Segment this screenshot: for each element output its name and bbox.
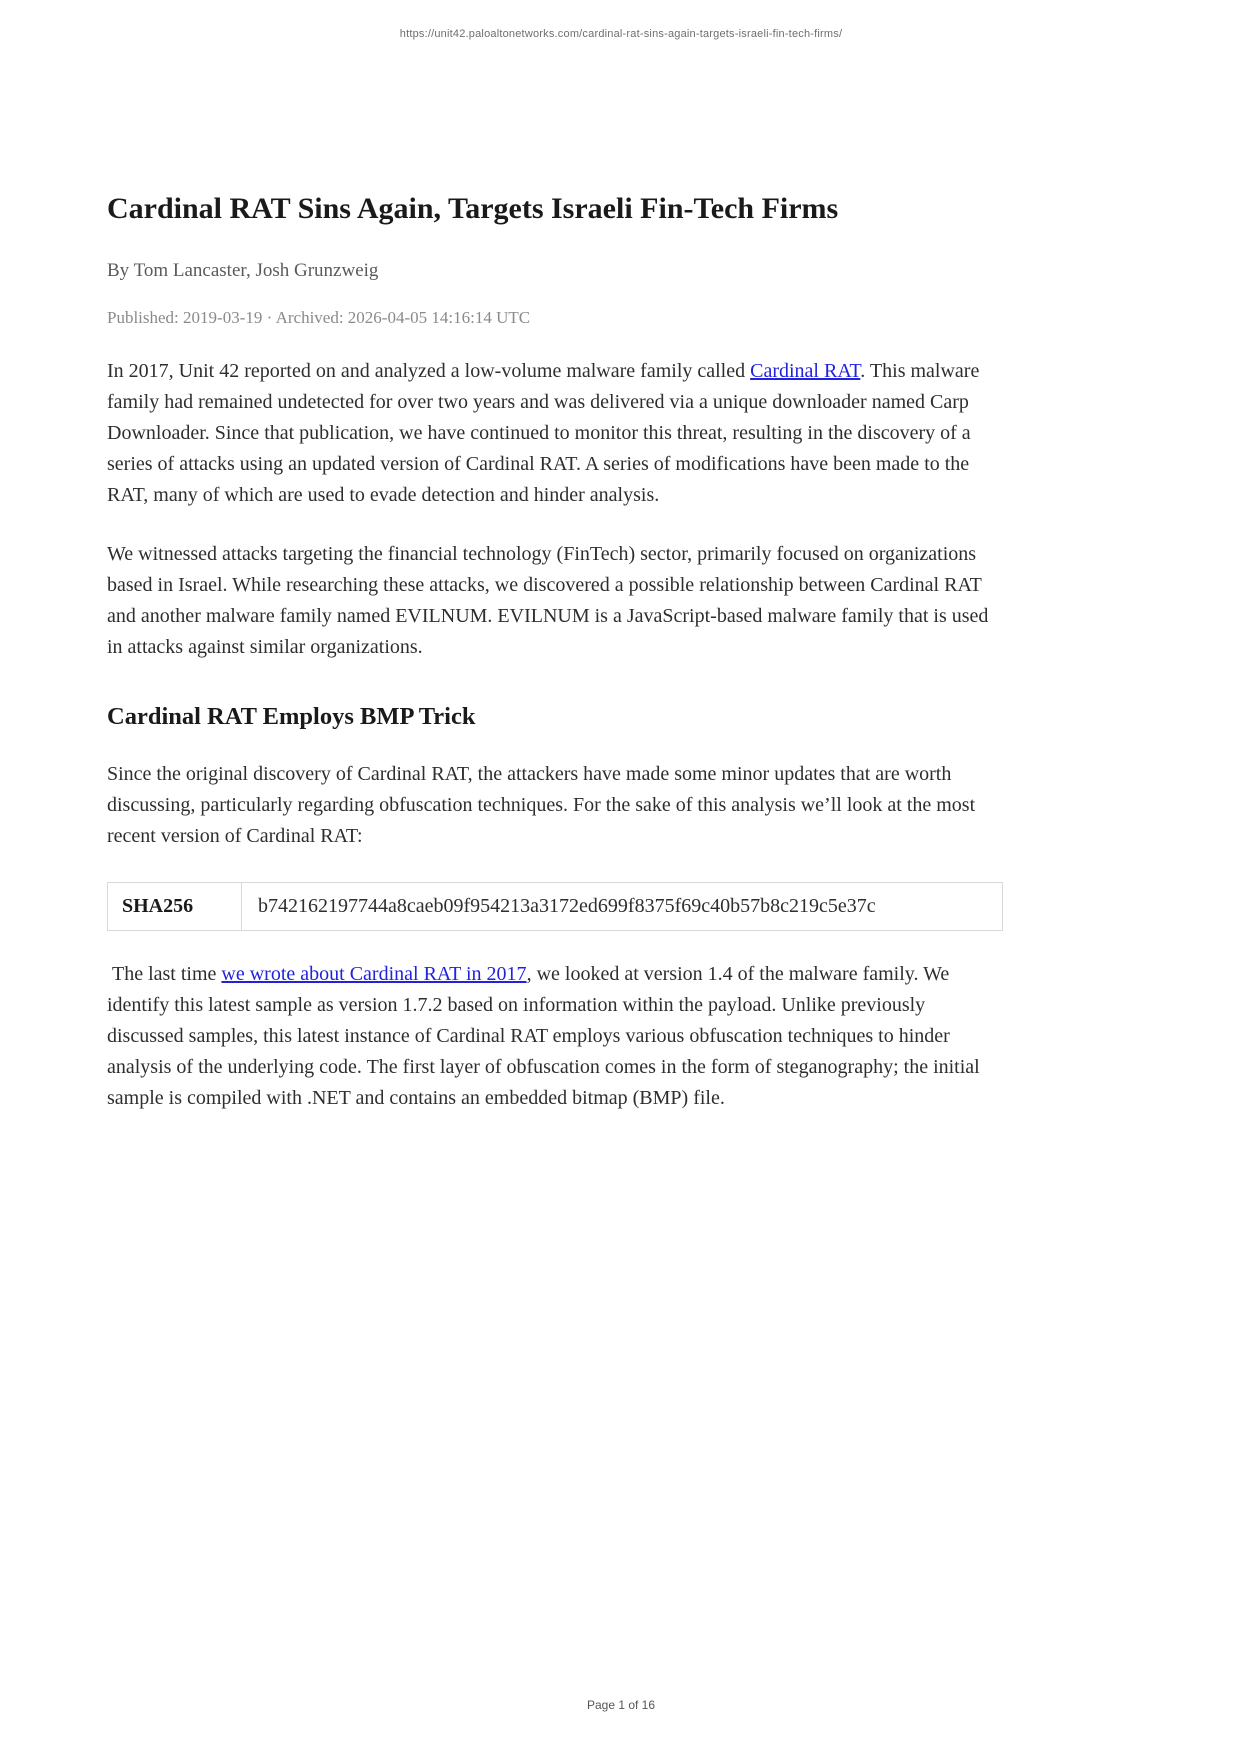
paragraph-text: The last time <box>107 963 222 985</box>
page-url-header: https://unit42.paloaltonetworks.com/cardinal-rat-sins-again-targets-israeli-fin-tech-firms/ <box>399 28 843 40</box>
hash-type-cell: SHA256 <box>108 883 242 931</box>
paragraph-fintech: We witnessed attacks targeting the financial technology (FinTech) sector, primarily focused on organizations based in Israel. While researching these attacks, we discovered a possible relationship between Cardinal RAT and another malware family named EVILNUM. EVILNUM is a JavaScript-based malware family that is used in attacks against similar organizations. <box>107 543 989 658</box>
sha256-hash-table <box>107 882 1003 931</box>
article-byline: By Tom Lancaster, Josh Grunzweig <box>107 260 379 281</box>
section-heading-bmp-trick: Cardinal RAT Employs BMP Trick <box>107 703 476 730</box>
hash-value-cell: b742162197744a8caeb09f954213a3172ed699f8375f69c40b57b8c219c5e37c <box>242 883 1003 931</box>
paragraph-text: . This malware family had remained undetected for over two years and was delivered via a unique downloader named Carp Downloader. Since that publication, we have continued to monitor this threat, resulting in the discovery of a series of attacks using an updated version of Cardinal RAT. A series of modifications have been made to the RAT, many of which are used to evade detection and hinder analysis. <box>107 360 980 506</box>
paragraph-updates: Since the original discovery of Cardinal RAT, the attackers have made some minor updates that are worth discussing, particularly regarding obfuscation techniques. For the sake of this analysis we’ll look at the most recent version of Cardinal RAT: <box>107 763 976 847</box>
article-content <box>107 192 1003 1114</box>
cardinal-rat-link[interactable]: Cardinal RAT <box>750 360 861 382</box>
article-title: Cardinal RAT Sins Again, Targets Israeli Fin-Tech Firms <box>107 192 839 225</box>
cardinal-rat-2017-link[interactable]: we wrote about Cardinal RAT in 2017 <box>221 963 527 985</box>
paragraph-intro <box>107 356 1003 511</box>
page-number-footer: Page 1 of 16 <box>586 1698 656 1712</box>
article-meta-dates: Published: 2019-03-19 · Archived: 2026-04-05 14:16:14 UTC <box>107 308 531 327</box>
paragraph-text: In 2017, Unit 42 reported on and analyzed a low-volume malware family called <box>107 360 751 382</box>
table-row <box>108 883 1003 931</box>
paragraph-text: , we looked at version 1.4 of the malware family. We identify this latest sample as version 1.7.2 based on information within the payload. Unlike previously discussed samples, this latest instance of Cardinal RAT employs various obfuscation techniques to hinder analysis of the underlying code. The first layer of obfuscation comes in the form of steganography; the initial sample is compiled with .NET and contains an embedded bitmap (BMP) file. <box>107 963 980 1109</box>
paragraph-version <box>107 959 1003 1114</box>
